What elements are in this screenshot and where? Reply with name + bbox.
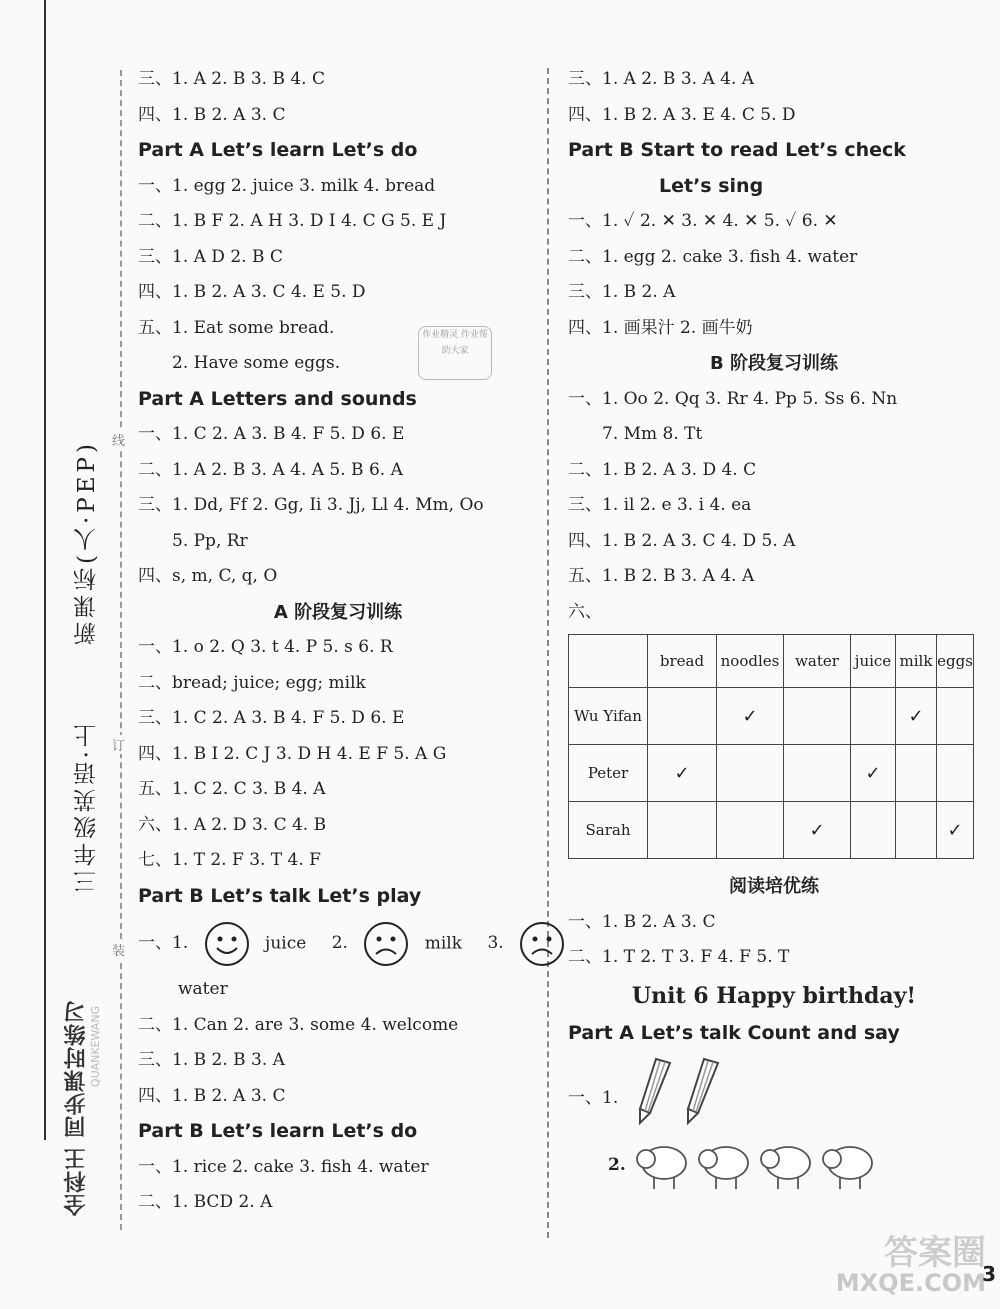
answer-line: 一、1. B 2. A 3. C bbox=[568, 911, 716, 932]
answer-line: 一、1. C 2. A 3. B 4. F 5. D 6. E bbox=[138, 424, 405, 444]
answer-line: 六、 bbox=[568, 601, 602, 622]
cut-mark-zhuang: 装 bbox=[112, 940, 125, 959]
face-word-water: water bbox=[178, 979, 228, 999]
happy-face-icon bbox=[204, 921, 250, 967]
section-heading: Part A Letters and sounds bbox=[138, 387, 417, 410]
answer-line: 一、1. o 2. Q 3. t 4. P 5. s 6. R bbox=[138, 637, 393, 657]
table-cell bbox=[784, 688, 851, 745]
table-cell bbox=[851, 802, 896, 859]
table-header-cell: noodles bbox=[717, 635, 784, 688]
book-grade-label: 三年级英语·上 bbox=[74, 720, 100, 894]
table-header-cell bbox=[569, 635, 648, 688]
brand-logo: 全科王 同步课时练习 bbox=[63, 1000, 89, 1216]
unit-part-heading: Part A Let’s talk Count and say bbox=[568, 1021, 900, 1044]
answer-line: 三、1. C 2. A 3. B 4. F 5. D 6. E bbox=[138, 708, 405, 728]
table-row bbox=[569, 802, 974, 859]
answer-line: 四、1. B 2. A 3. E 4. C 5. D bbox=[568, 104, 796, 125]
table-cell: ✓ bbox=[896, 688, 937, 745]
faces-num-2: 2. bbox=[331, 933, 348, 953]
answer-line: 二、1. Can 2. are 3. some 4. welcome bbox=[138, 1014, 459, 1035]
answer-line: 二、bread; juice; egg; milk bbox=[138, 672, 366, 693]
cut-line bbox=[120, 70, 122, 1230]
table-cell: ✓ bbox=[851, 745, 896, 802]
answer-line: 三、1. A 2. B 3. A 4. A bbox=[568, 69, 755, 89]
answer-line: 四、1. 画果汁 2. 画牛奶 bbox=[568, 317, 753, 338]
table-cell bbox=[896, 745, 937, 802]
table-cell: ✓ bbox=[784, 802, 851, 859]
cut-mark-xian: 线 bbox=[112, 430, 125, 449]
answer-line: 三、1. Dd, Ff 2. Gg, Ii 3. Jj, Ll 4. Mm, Oo bbox=[138, 495, 484, 515]
faces-row bbox=[138, 914, 538, 972]
table-cell bbox=[937, 745, 974, 802]
section-title: A 阶段复习训练 bbox=[273, 601, 403, 623]
table-cell: ✓ bbox=[648, 745, 717, 802]
table-row-name: Peter bbox=[569, 745, 648, 802]
table-header-row bbox=[569, 635, 974, 688]
right-column bbox=[568, 62, 980, 1201]
answer-line: 三、1. il 2. e 3. i 4. ea bbox=[568, 495, 752, 515]
answer-line: 5. Pp, Rr bbox=[172, 530, 248, 551]
sidebar-rule bbox=[44, 0, 46, 1140]
left-column bbox=[138, 62, 538, 1221]
column-divider bbox=[547, 68, 549, 1238]
stamp: 作业精灵 作业帮助大家 bbox=[418, 326, 492, 380]
section-heading: Part B Let’s talk Let’s play bbox=[138, 884, 422, 907]
answer-line: 四、1. B 2. A 3. C bbox=[138, 1085, 286, 1106]
table-cell bbox=[648, 688, 717, 745]
answer-line: 五、1. Eat some bread. bbox=[138, 317, 335, 338]
table-cell bbox=[937, 688, 974, 745]
answer-line: 二、1. BCD 2. A bbox=[138, 1192, 273, 1212]
answer-line: 一、1. ✓ 2. ✕ 3. ✕ 4. ✕ 5. ✓ 6. ✕ bbox=[568, 211, 838, 231]
page-number: 3 bbox=[982, 1262, 996, 1286]
pencils-icon bbox=[626, 1053, 736, 1127]
face-word-milk: milk bbox=[424, 933, 463, 954]
face-word-juice: juice bbox=[265, 933, 307, 954]
answer-line: 二、1. B 2. A 3. D 4. C bbox=[568, 459, 757, 480]
answer-line: 三、1. A 2. B 3. B 4. C bbox=[138, 69, 325, 89]
table-cell bbox=[896, 802, 937, 859]
watermark-a: 答案圈 bbox=[884, 1233, 986, 1273]
answer-line: 二、1. B F 2. A H 3. D I 4. C G 5. E J bbox=[138, 211, 447, 231]
answer-line: 七、1. T 2. F 3. T 4. F bbox=[138, 850, 321, 870]
answer-line: 四、s, m, C, q, O bbox=[138, 566, 278, 586]
cut-mark-ding: 订 bbox=[112, 735, 125, 754]
section-heading: Part B Start to read Let’s check bbox=[568, 139, 906, 161]
sad-face-icon bbox=[363, 921, 409, 967]
table-cell bbox=[851, 688, 896, 745]
faces-lead: 一、1. bbox=[138, 933, 189, 953]
answer-line: 二、1. A 2. B 3. A 4. A 5. B 6. A bbox=[138, 459, 403, 480]
answer-line: 2. Have some eggs. bbox=[172, 353, 341, 373]
faces-num-3: 3. bbox=[487, 933, 504, 953]
table-header-cell: juice bbox=[851, 635, 896, 688]
answer-line: 一、1. Oo 2. Qq 3. Rr 4. Pp 5. Ss 6. Nn bbox=[568, 388, 898, 409]
section-title: 阅读培优练 bbox=[729, 876, 819, 897]
answer-line: 五、1. B 2. B 3. A 4. A bbox=[568, 566, 755, 586]
answer-line: 四、1. B 2. A 3. C 4. D 5. A bbox=[568, 530, 796, 551]
table-header-cell: eggs bbox=[937, 635, 974, 688]
table-cell bbox=[717, 802, 784, 859]
table-row bbox=[569, 745, 974, 802]
answer-line: 五、1. C 2. C 3. B 4. A bbox=[138, 779, 326, 799]
watermark bbox=[835, 1233, 986, 1298]
table-row-name: Sarah bbox=[569, 802, 648, 859]
answer-line: 四、1. B 2. A 3. C 4. E 5. D bbox=[138, 282, 366, 302]
table-cell: ✓ bbox=[717, 688, 784, 745]
watermark-b: MXQE.COM bbox=[835, 1269, 986, 1297]
section-title: B 阶段复习训练 bbox=[710, 353, 838, 374]
ill2-label: 2. bbox=[608, 1155, 626, 1175]
table-cell bbox=[717, 745, 784, 802]
sheep-icon bbox=[634, 1137, 884, 1193]
sheep-row bbox=[568, 1129, 980, 1201]
logo-sub: QUANKEWANG bbox=[89, 1005, 103, 1088]
table-row bbox=[569, 688, 974, 745]
answer-line: 三、1. A D 2. B C bbox=[138, 246, 283, 267]
answer-line: 四、1. B I 2. C J 3. D H 4. E F 5. A G bbox=[138, 743, 447, 764]
table-header-cell: water bbox=[784, 635, 851, 688]
answer-line: 三、1. B 2. B 3. A bbox=[138, 1050, 285, 1070]
book-series-label: 新课标(人·PEP) bbox=[74, 440, 100, 645]
table-header-cell: bread bbox=[648, 635, 717, 688]
table-row-name: Wu Yifan bbox=[569, 688, 648, 745]
answer-line: 一、1. rice 2. cake 3. fish 4. water bbox=[138, 1156, 429, 1177]
pencils-row bbox=[568, 1051, 980, 1129]
section-heading: Part A Let’s learn Let’s do bbox=[138, 139, 418, 161]
table-header-cell: milk bbox=[896, 635, 937, 688]
answer-line: 三、1. B 2. A bbox=[568, 282, 676, 302]
answer-line: 六、1. A 2. D 3. C 4. B bbox=[138, 814, 327, 835]
answer-line: 四、1. B 2. A 3. C bbox=[138, 104, 286, 125]
section-heading: Part B Let’s learn Let’s do bbox=[138, 1120, 418, 1142]
table-cell bbox=[784, 745, 851, 802]
answer-line: 二、1. T 2. T 3. F 4. F 5. T bbox=[568, 947, 790, 967]
answer-line: 二、1. egg 2. cake 3. fish 4. water bbox=[568, 246, 858, 267]
ill1-label: 一、1. bbox=[568, 1087, 619, 1108]
unit-title: Unit 6 Happy birthday! bbox=[631, 982, 917, 1009]
answer-line: 一、1. egg 2. juice 3. milk 4. bread bbox=[138, 175, 436, 196]
answer-line: 7. Mm 8. Tt bbox=[602, 424, 703, 444]
sad-face-icon bbox=[519, 921, 565, 967]
food-table bbox=[568, 634, 974, 859]
table-cell bbox=[648, 802, 717, 859]
section-heading: Let’s sing bbox=[659, 174, 764, 197]
table-cell: ✓ bbox=[937, 802, 974, 859]
